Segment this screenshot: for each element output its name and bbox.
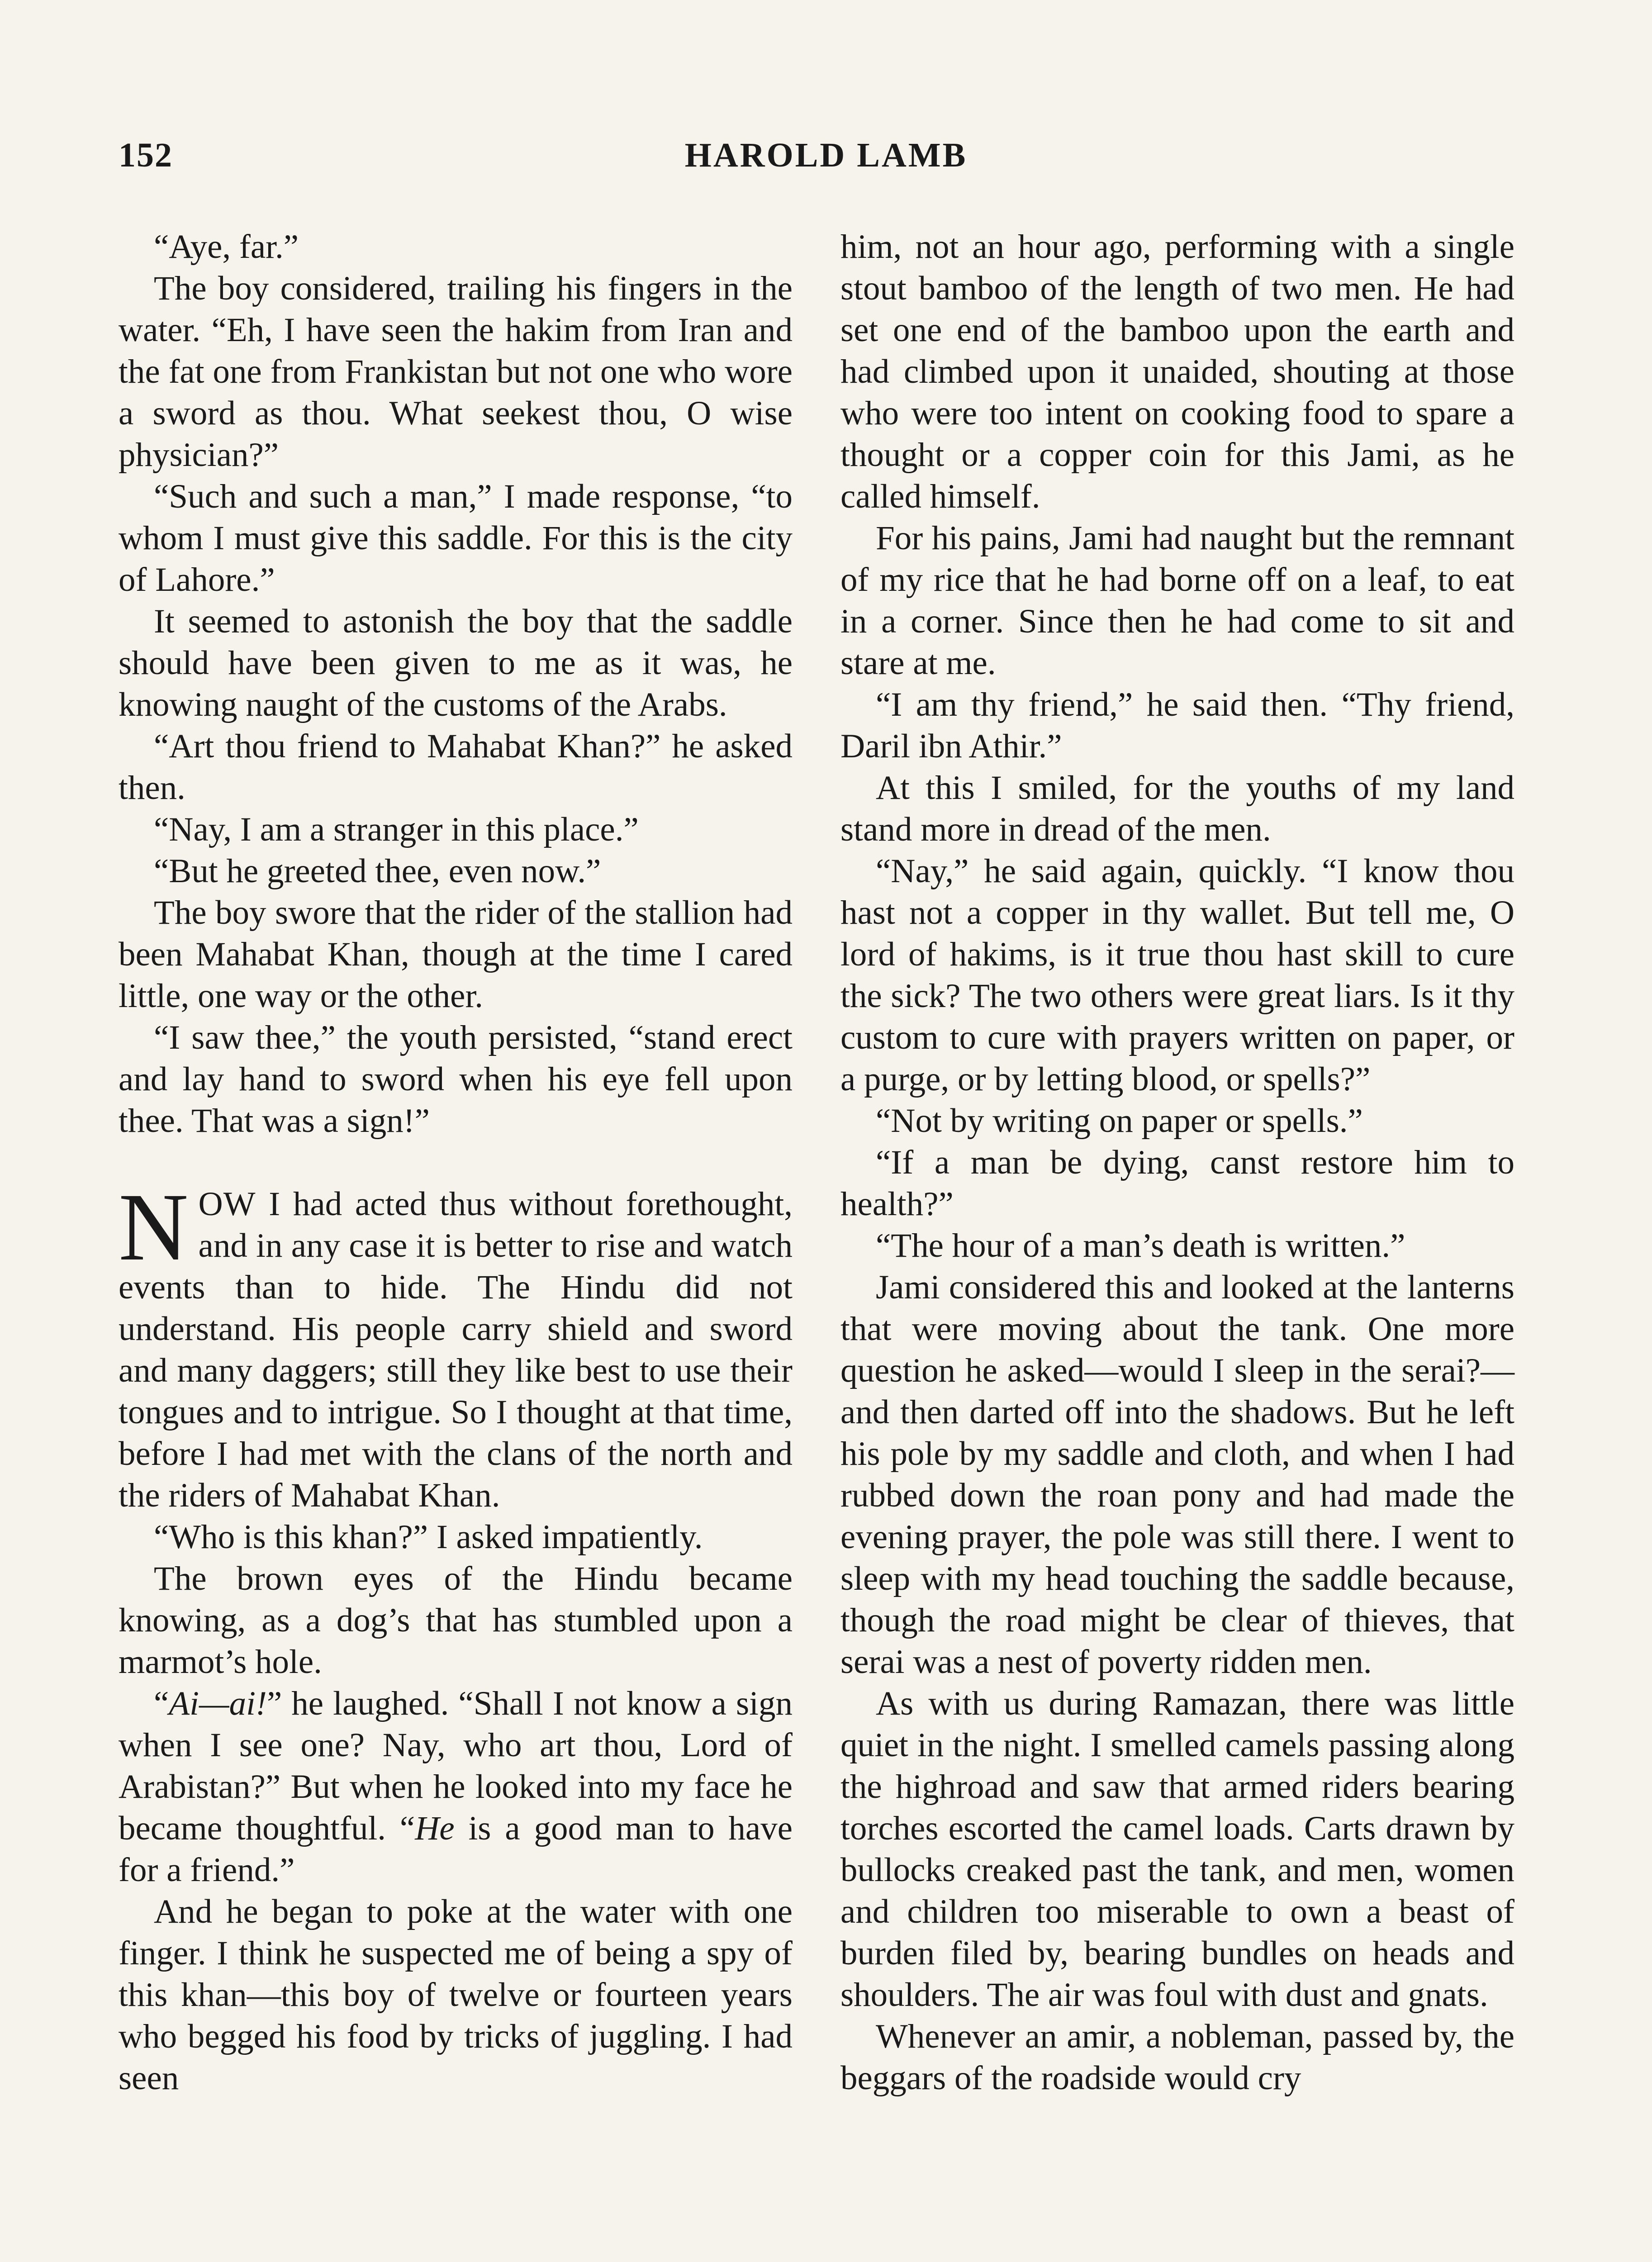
italic-text: He bbox=[415, 1810, 455, 1847]
paragraph: “But he greeted thee, even now.” bbox=[154, 852, 601, 890]
section-opening-paragraph bbox=[119, 1174, 793, 1516]
text-run: “ bbox=[154, 1685, 169, 1722]
paragraph: The boy considered, trailing his fingers in the water. “Eh, I have seen the hakim from Iran and the fat one from Frankistan but not one who wore a sword as thou. What seekest thou, O wise physician?” bbox=[119, 270, 793, 474]
italic-text: Ai—ai! bbox=[169, 1685, 267, 1722]
paragraph: The brown eyes of the Hindu became knowing, as a dog’s that has stumbled upon a marmot’s hole. bbox=[119, 1560, 793, 1681]
right-column bbox=[840, 226, 1514, 2099]
small-caps-lead: OW bbox=[198, 1185, 256, 1223]
paragraph: “I am thy friend,” he said then. “Thy friend, Daril ibn Athir.” bbox=[840, 686, 1514, 765]
paragraph: “Who is this khan?” I asked impatiently. bbox=[154, 1518, 703, 1556]
paragraph: As with us during Ramazan, there was little quiet in the night. I smelled camels passing along the highroad and saw that armed riders bearing torches escorted the camel loads. Carts drawn by bullocks creaked past the tank, and men, women and children too miserable to own a beast of burden filed by, bearing bundles on heads and shoulders. The air was foul with dust and gnats. bbox=[840, 1685, 1514, 2014]
paragraph: “I saw thee,” the youth persisted, “stand erect and lay hand to sword when his eye fell upon thee. That was a sign!” bbox=[119, 1019, 793, 1140]
running-head: HAROLD LAMB bbox=[684, 136, 968, 174]
paragraph: Jami considered this and looked at the lanterns that were moving about the tank. One more question he asked—would I sleep in the serai?—and then darted off into the shadows. But he left his pole by my saddle and cloth, and when I had rubbed down the roan pony and had made the evening prayer, the pole was still there. I went to sleep with my head touching the saddle because, though the road might be clear of thieves, that serai was a nest of poverty ridden men. bbox=[840, 1269, 1514, 1681]
paragraph: “Aye, far.” bbox=[154, 228, 299, 266]
paragraph: The boy swore that the rider of the stallion had been Mahabat Khan, though at the time I cared little, one way or the other. bbox=[119, 894, 793, 1015]
paragraph: Whenever an amir, a nobleman, passed by, the beggars of the roadside would cry bbox=[840, 2018, 1514, 2097]
left-column bbox=[119, 226, 793, 2099]
paragraph: him, not an hour ago, performing with a single stout bamboo of the length of two men. He had set one end of the bamboo upon the earth and had climbed upon it unaided, shouting at those who were too intent on cooking food to spare a thought or a copper coin for this Jami, as he called himself. bbox=[840, 228, 1514, 515]
paragraph: “Not by writing on paper or spells.” bbox=[876, 1102, 1363, 1140]
paragraph: It seemed to astonish the boy that the saddle should have been given to me as it was, he knowing naught of the customs of the Arabs. bbox=[119, 603, 793, 723]
drop-cap: N bbox=[119, 1174, 189, 1281]
text-run: is a good man to have for a friend.” bbox=[119, 1810, 793, 1889]
paragraph: “Art thou friend to Mahabat Khan?” he asked then. bbox=[119, 727, 793, 807]
paragraph-with-italics bbox=[119, 1683, 793, 1891]
paragraph: “If a man be dying, canst restore him to health?” bbox=[840, 1144, 1514, 1223]
paragraph: “Such and such a man,” I made response, “to whom I must give this saddle. For this is the city of Lahore.” bbox=[119, 478, 793, 599]
paragraph: And he began to poke at the water with one finger. I think he suspected me of being a spy of this khan—this boy of twelve or fourteen years who begged his food by tricks of juggling. I had seen bbox=[119, 1893, 793, 2097]
paragraph: “Nay,” he said again, quickly. “I know thou hast not a copper in thy wallet. But tell me, O lord of hakims, is it true thou hast skill to cure the sick? The two others were great liars. Is it thy custom to cure with prayers written on paper, or a purge, or by letting blood, or spells?” bbox=[840, 852, 1514, 1098]
paragraph: For his pains, Jami had naught but the remnant of my rice that he had borne off on a leaf, to eat in a corner. Since then he had come to sit and stare at me. bbox=[840, 519, 1514, 682]
text-run: ” he laughed. “Shall I not know a sign when I see one? Nay, who art thou, Lord of Arabistan?” But when he looked into my face he became thoughtful. “ bbox=[119, 1685, 793, 1847]
section-text: I had acted thus without forethought, and in any case it is better to rise and watch events than to hide. The Hindu did not understand. His people carry shield and sword and many daggers; still they like best to use their tongues and to intrigue. So I thought at that time, before I had met with the clans of the north and the riders of Mahabat Khan. bbox=[119, 1185, 793, 1514]
paragraph: “The hour of a man’s death is written.” bbox=[876, 1227, 1405, 1264]
paragraph: At this I smiled, for the youths of my land stand more in dread of the men. bbox=[840, 769, 1514, 848]
page-number: 152 bbox=[119, 136, 173, 174]
paragraph: “Nay, I am a stranger in this place.” bbox=[154, 811, 639, 848]
